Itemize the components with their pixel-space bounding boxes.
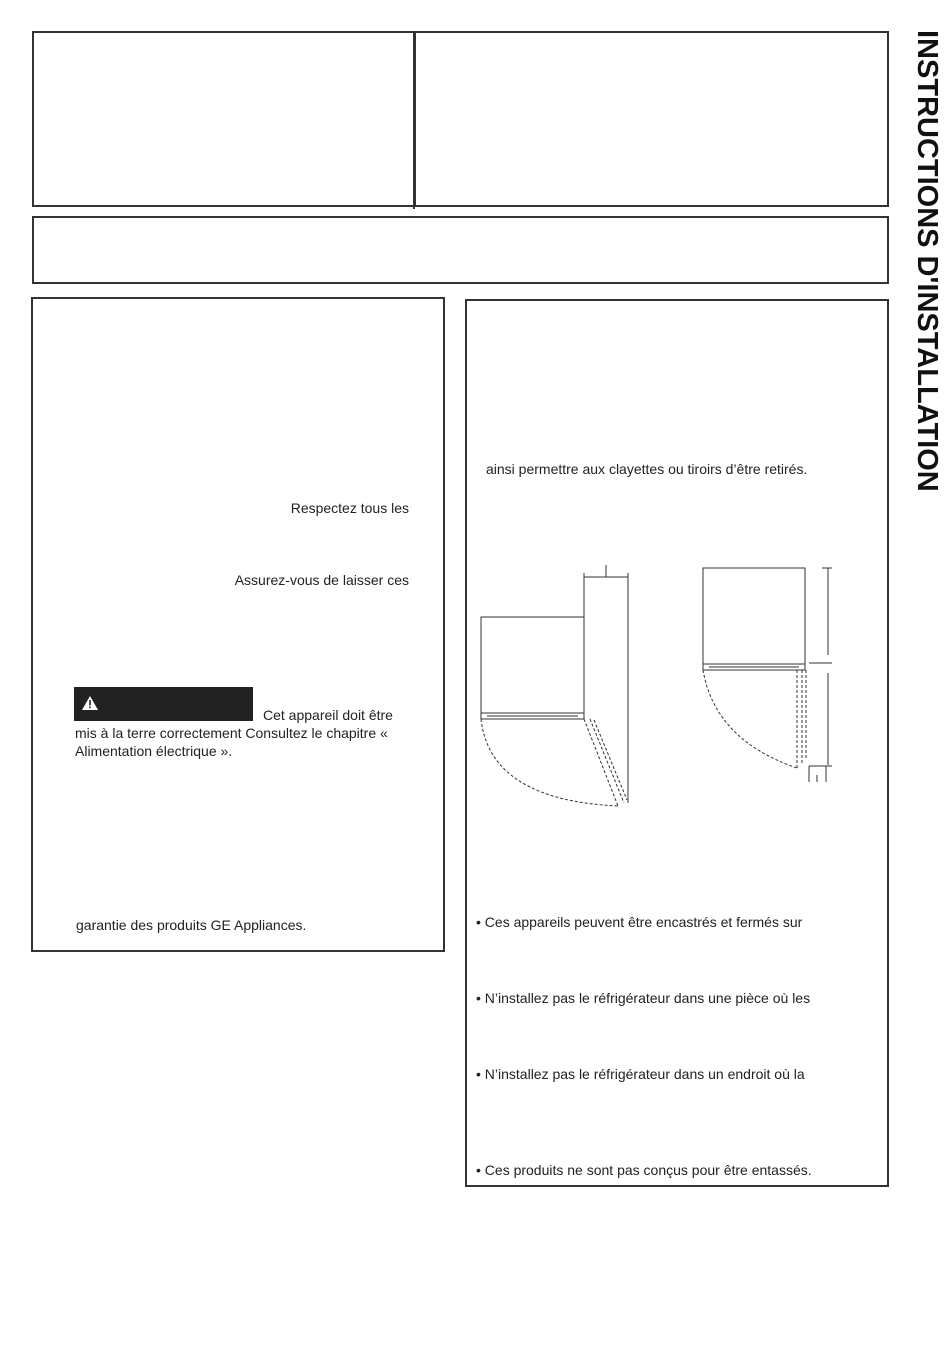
banner-box — [32, 216, 889, 284]
bullet-entasses: • Ces produits ne sont pas conçus pour être entassés. — [476, 1162, 812, 1178]
top-right-box — [414, 31, 889, 207]
garantie-text: garantie des produits GE Appliances. — [76, 917, 307, 933]
clayettes-text: ainsi permettre aux clayettes ou tiroirs d’être retirés. — [486, 461, 808, 477]
top-divider — [413, 31, 415, 209]
fridge-left-diagram — [481, 565, 628, 806]
warning-triangle-icon — [82, 696, 98, 710]
bullet-endroit: • N’installez pas le réfrigérateur dans un endroit où la — [476, 1066, 805, 1082]
bullet-encastres: • Ces appareils peuvent être encastrés et fermés sur — [476, 914, 803, 930]
left-section-box — [31, 297, 445, 952]
bullet-piece: • N’installez pas le réfrigérateur dans une pièce où les — [476, 990, 811, 1006]
warning-text-line1: Cet appareil doit être — [263, 707, 393, 723]
warning-label — [74, 687, 253, 721]
side-title: INSTRUCTIONS D'INSTALLATION — [911, 30, 943, 492]
refrigerator-clearance-diagram — [470, 560, 870, 830]
assurez-text: Assurez-vous de laisser ces — [234, 572, 409, 588]
warning-text-line2: mis à la terre correctement Consultez le chapitre « — [75, 725, 388, 741]
warning-text-line3: Alimentation électrique ». — [75, 743, 233, 759]
fridge-right-diagram — [703, 568, 832, 782]
respectez-text: Respectez tous les — [290, 500, 409, 516]
top-left-box — [32, 31, 416, 207]
